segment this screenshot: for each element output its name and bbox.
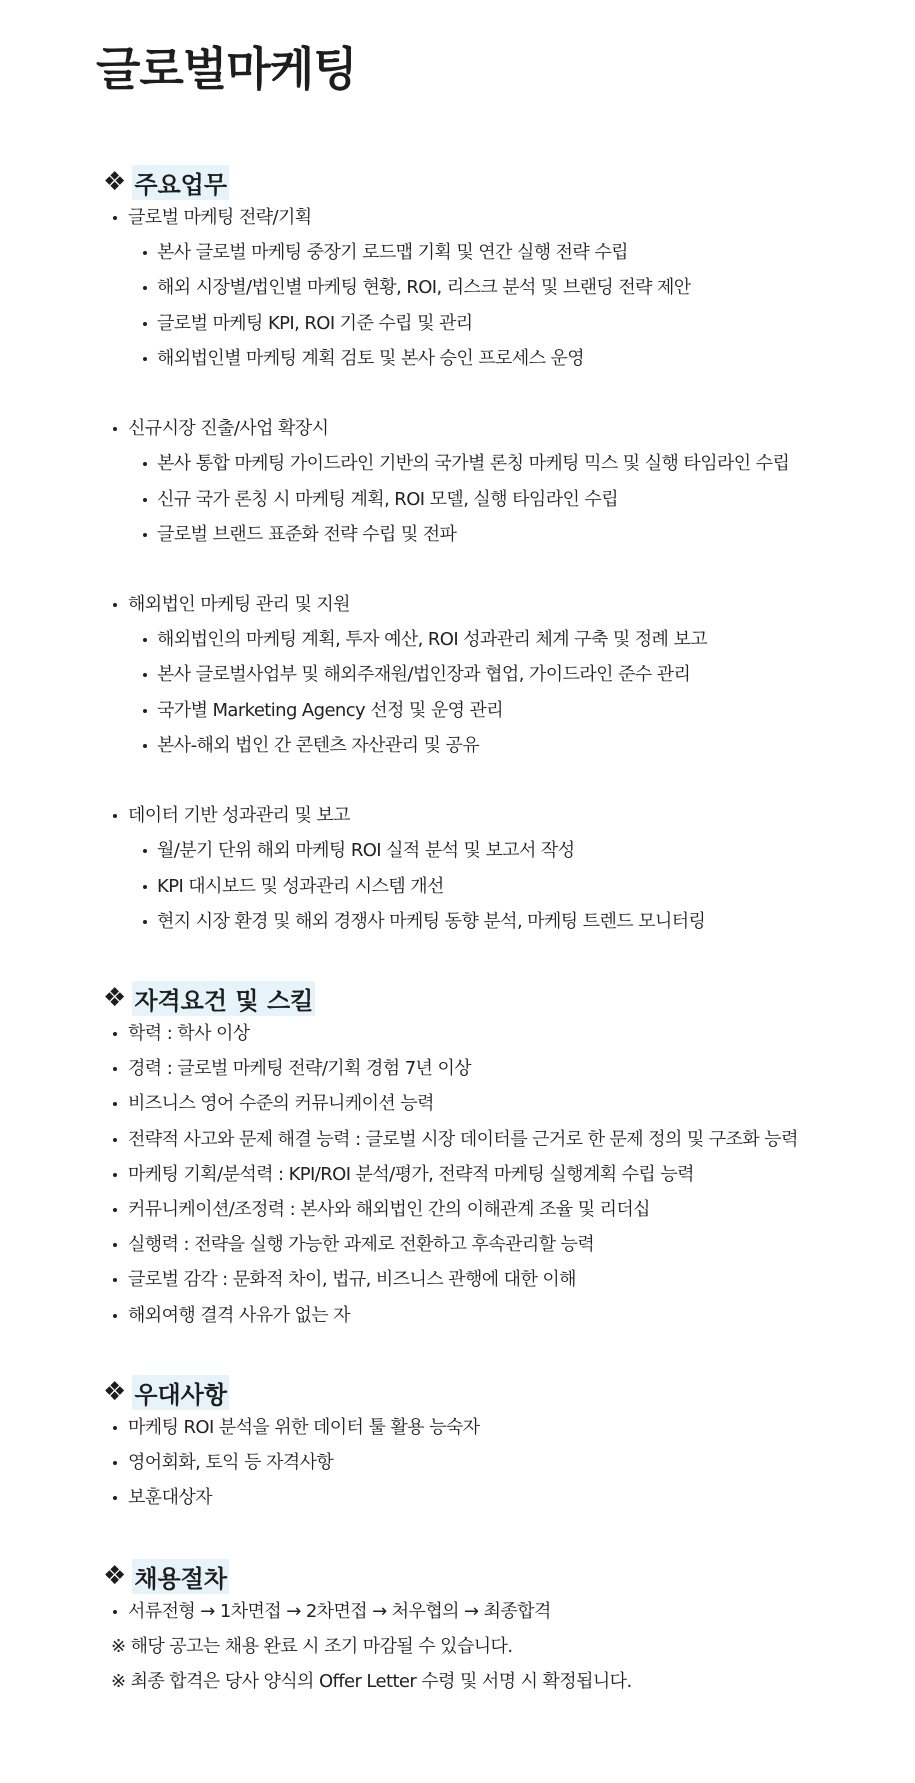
qualifications-heading: 자격요건 및 스킬 bbox=[132, 981, 315, 1016]
diamond-bullet-icon: ❖ bbox=[103, 983, 127, 1013]
section-heading bbox=[103, 164, 903, 200]
duty-group bbox=[103, 798, 903, 939]
qualification-item: 비즈니스 영어 수준의 커뮤니케이션 능력 bbox=[103, 1086, 903, 1121]
duty-group bbox=[103, 587, 903, 763]
duty-item: 본사-해외 법인 간 콘텐츠 자산관리 및 공유 bbox=[103, 728, 903, 763]
duty-group-label: 신규시장 진출/사업 확장시 bbox=[103, 411, 903, 446]
duty-item: 글로벌 마케팅 KPI, ROI 기준 수립 및 관리 bbox=[103, 306, 903, 341]
qualification-item: 전략적 사고와 문제 해결 능력 : 글로벌 시장 데이터를 근거로 한 문제 정의 및 구조화 능력 bbox=[103, 1122, 903, 1157]
duty-group-label: 해외법인 마케팅 관리 및 지원 bbox=[103, 587, 903, 622]
process-section bbox=[103, 1558, 903, 1700]
duties-heading: 주요업무 bbox=[132, 165, 229, 200]
duty-group-label: 글로벌 마케팅 전략/기획 bbox=[103, 200, 903, 235]
duty-item: 국가별 Marketing Agency 선정 및 운영 관리 bbox=[103, 693, 903, 728]
duty-item: 본사 글로벌사업부 및 해외주재원/법인장과 협업, 가이드라인 준수 관리 bbox=[103, 657, 903, 692]
qualification-item: 해외여행 결격 사유가 없는 자 bbox=[103, 1298, 903, 1333]
duty-sublist bbox=[103, 235, 903, 376]
section-heading bbox=[103, 980, 903, 1016]
duty-item: 현지 시장 환경 및 해외 경쟁사 마케팅 동향 분석, 마케팅 트렌드 모니터링 bbox=[103, 904, 903, 939]
preferred-section bbox=[103, 1374, 903, 1516]
process-list bbox=[103, 1594, 903, 1629]
preferred-list bbox=[103, 1410, 903, 1516]
section-heading bbox=[103, 1558, 903, 1594]
qualification-item: 경력 : 글로벌 마케팅 전략/기획 경험 7년 이상 bbox=[103, 1051, 903, 1086]
diamond-bullet-icon: ❖ bbox=[103, 167, 127, 197]
duty-group bbox=[103, 411, 903, 552]
duty-group-label: 데이터 기반 성과관리 및 보고 bbox=[103, 798, 903, 833]
qualification-item: 마케팅 기획/분석력 : KPI/ROI 분석/평가, 전략적 마케팅 실행계획 수립 능력 bbox=[103, 1157, 903, 1192]
duty-item: 월/분기 단위 해외 마케팅 ROI 실적 분석 및 보고서 작성 bbox=[103, 833, 903, 868]
duty-item: 신규 국가 론칭 시 마케팅 계획, ROI 모델, 실행 타임라인 수립 bbox=[103, 482, 903, 517]
preferred-item: 보훈대상자 bbox=[103, 1480, 903, 1515]
preferred-item: 영어회화, 토익 등 자격사항 bbox=[103, 1445, 903, 1480]
diamond-bullet-icon: ❖ bbox=[103, 1561, 127, 1591]
process-steps: 서류전형 → 1차면접 → 2차면접 → 처우협의 → 최종합격 bbox=[103, 1594, 903, 1629]
duties-section bbox=[103, 164, 903, 939]
qualifications-section bbox=[103, 980, 903, 1333]
duty-sublist bbox=[103, 446, 903, 552]
duty-item: KPI 대시보드 및 성과관리 시스템 개선 bbox=[103, 869, 903, 904]
preferred-item: 마케팅 ROI 분석을 위한 데이터 툴 활용 능숙자 bbox=[103, 1410, 903, 1445]
duty-item: 본사 글로벌 마케팅 중장기 로드맵 기획 및 연간 실행 전략 수립 bbox=[103, 235, 903, 270]
process-note: ※ 최종 합격은 당사 양식의 Offer Letter 수령 및 서명 시 확정됩니다. bbox=[111, 1671, 632, 1693]
duty-item: 해외 시장별/법인별 마케팅 현황, ROI, 리스크 분석 및 브랜딩 전략 제안 bbox=[103, 270, 903, 305]
section-heading bbox=[103, 1374, 903, 1410]
duty-sublist bbox=[103, 833, 903, 939]
qualifications-list bbox=[103, 1016, 903, 1333]
page-title: 글로벌마케팅 bbox=[96, 42, 357, 96]
qualification-item: 글로벌 감각 : 문화적 차이, 법규, 비즈니스 관행에 대한 이해 bbox=[103, 1262, 903, 1297]
process-note: ※ 해당 공고는 채용 완료 시 조기 마감될 수 있습니다. bbox=[111, 1636, 513, 1658]
qualification-item: 학력 : 학사 이상 bbox=[103, 1016, 903, 1051]
qualification-item: 커뮤니케이션/조정력 : 본사와 해외법인 간의 이해관계 조율 및 리더십 bbox=[103, 1192, 903, 1227]
duty-item: 글로벌 브랜드 표준화 전략 수립 및 전파 bbox=[103, 517, 903, 552]
duty-item: 해외법인의 마케팅 계획, 투자 예산, ROI 성과관리 체계 구축 및 정례 보고 bbox=[103, 622, 903, 657]
duty-group bbox=[103, 200, 903, 376]
qualification-item: 실행력 : 전략을 실행 가능한 과제로 전환하고 후속관리할 능력 bbox=[103, 1227, 903, 1262]
diamond-bullet-icon: ❖ bbox=[103, 1377, 127, 1407]
duty-sublist bbox=[103, 622, 903, 763]
duty-item: 본사 통합 마케팅 가이드라인 기반의 국가별 론칭 마케팅 믹스 및 실행 타임라인 수립 bbox=[103, 446, 903, 481]
preferred-heading: 우대사항 bbox=[132, 1375, 229, 1410]
process-heading: 채용절차 bbox=[132, 1559, 229, 1594]
duty-item: 해외법인별 마케팅 계획 검토 및 본사 승인 프로세스 운영 bbox=[103, 341, 903, 376]
